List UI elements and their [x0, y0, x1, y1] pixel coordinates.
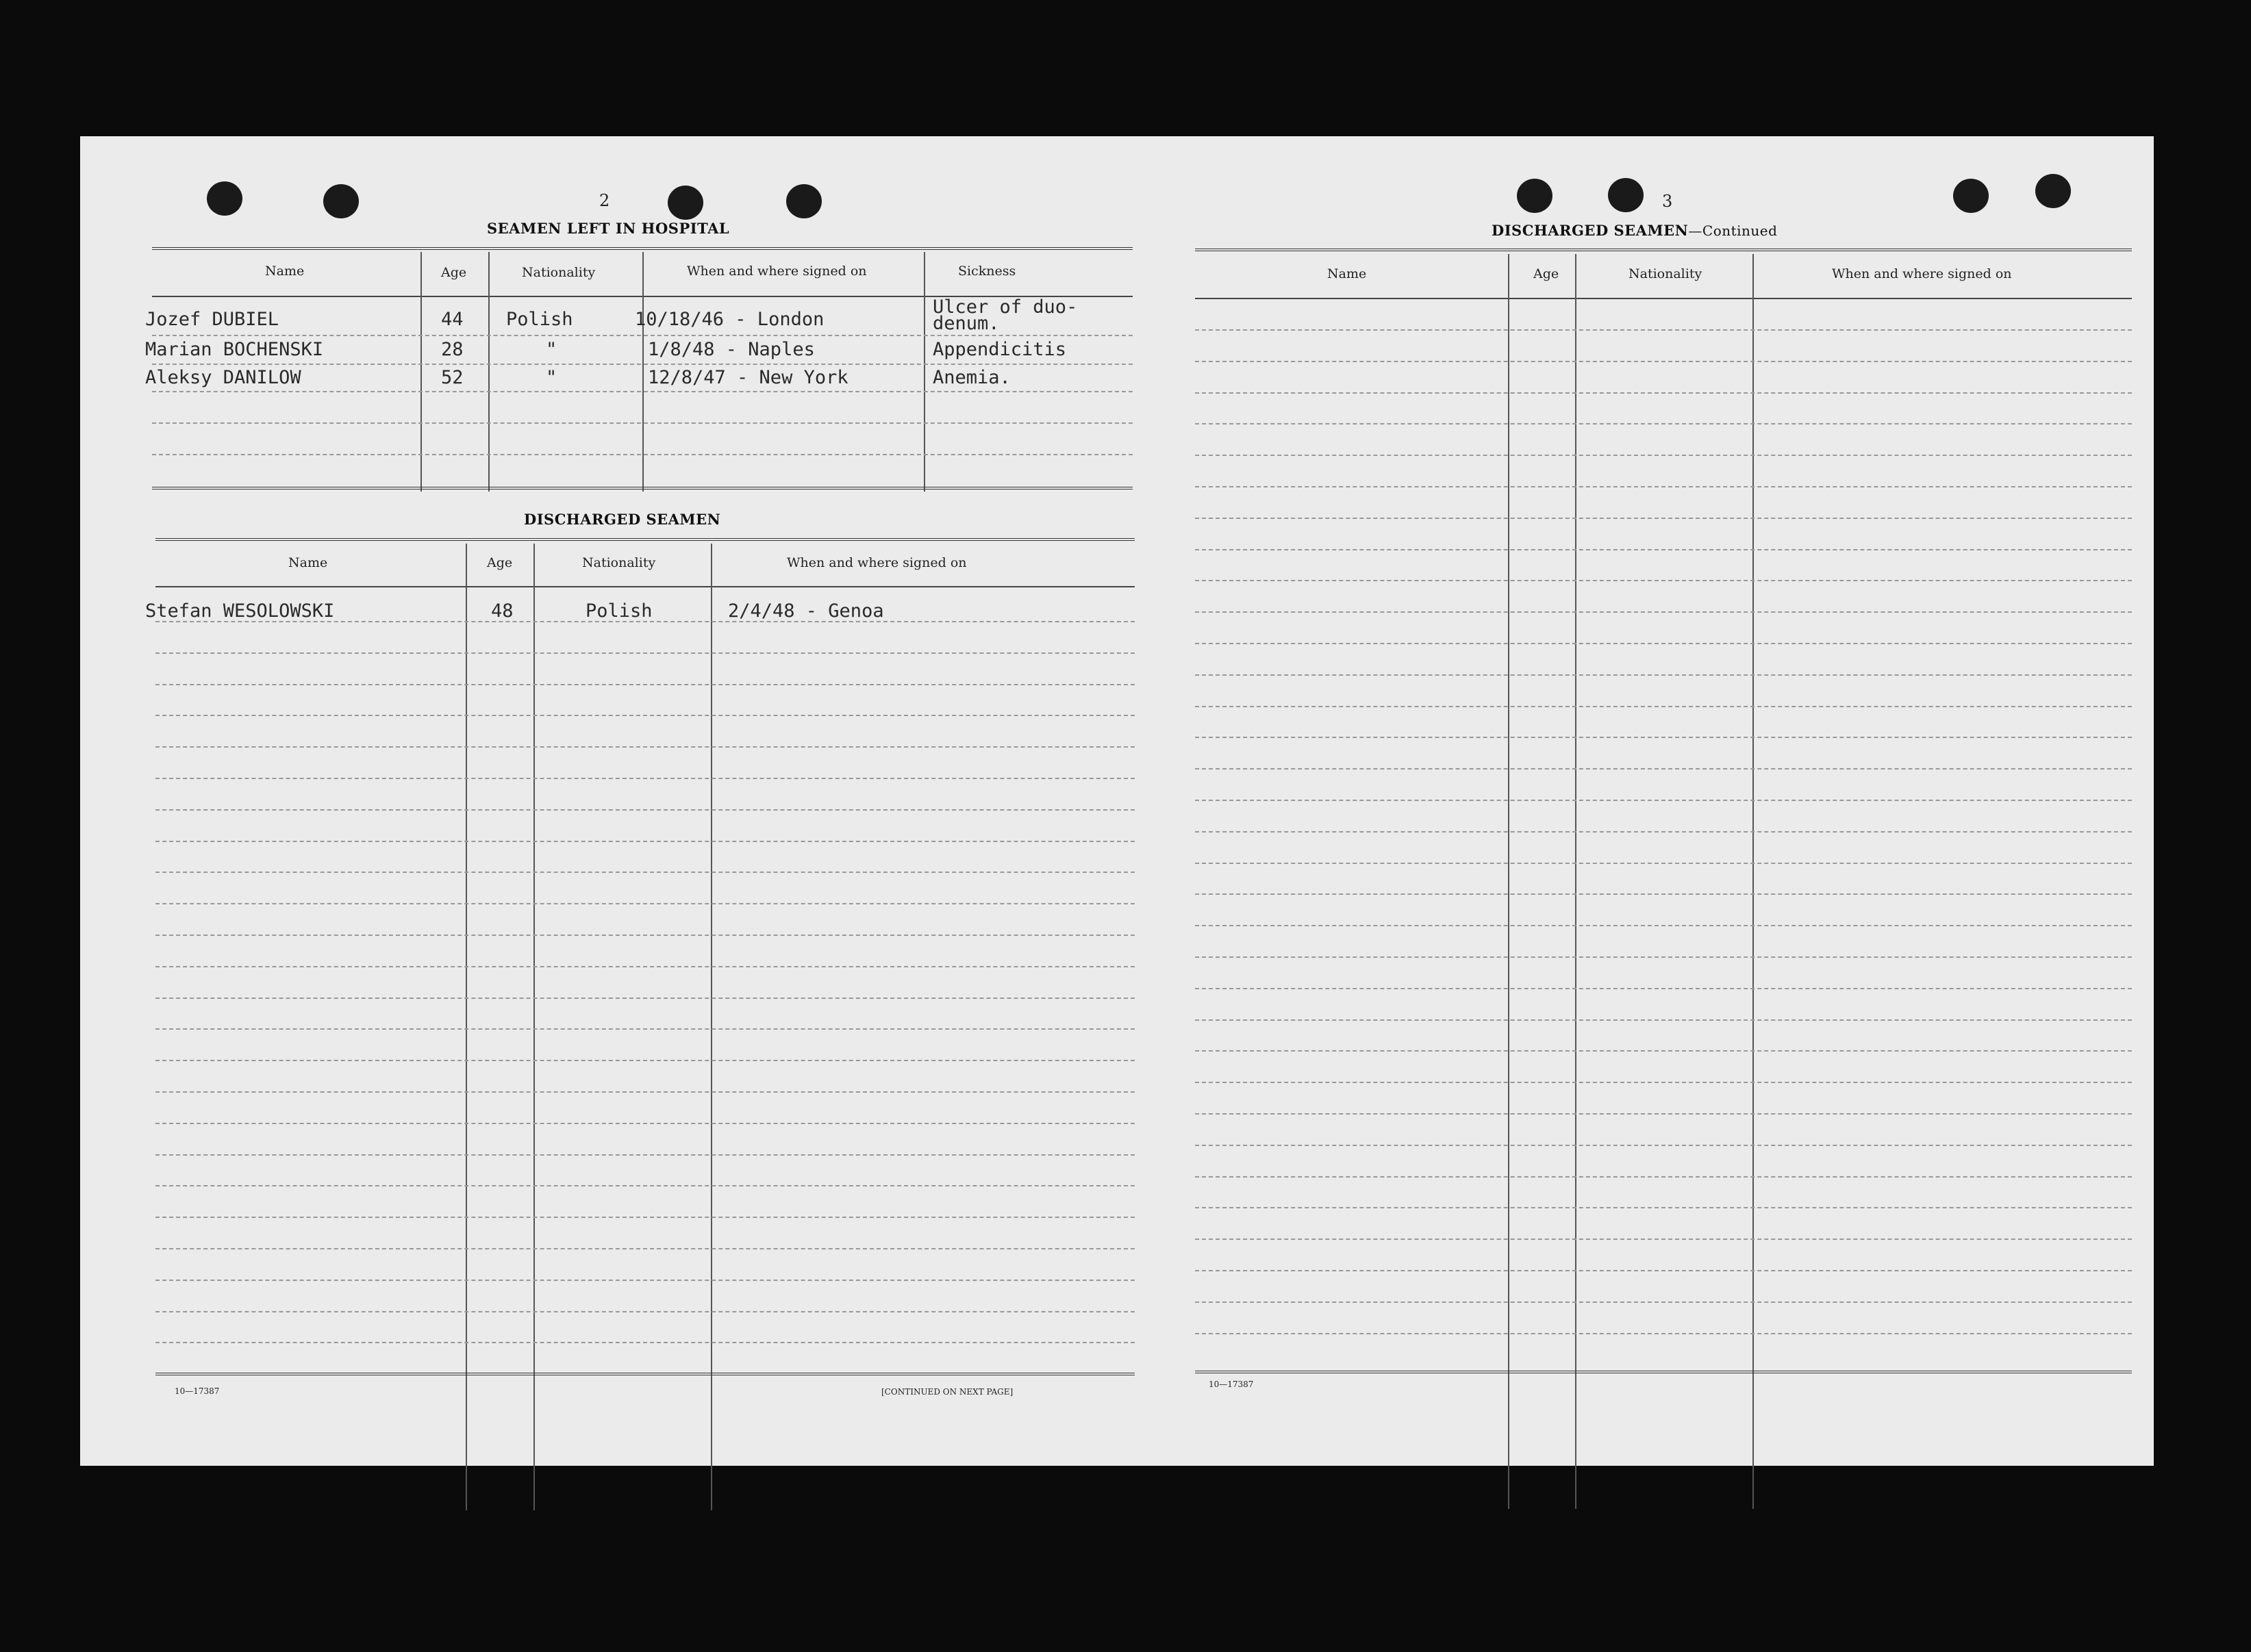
discharged-row-1-nationality: Polish: [586, 600, 653, 622]
row-rule: [1195, 1333, 2132, 1334]
column-divider: [711, 544, 712, 1510]
col-header-signed-on: When and where signed on: [1832, 266, 2012, 281]
table-rule: [1195, 249, 2132, 251]
column-divider: [642, 252, 644, 492]
table-rule: [1195, 298, 2132, 299]
row-rule: [155, 872, 1135, 873]
row-rule: [1195, 925, 2132, 926]
col-header-nationality: Nationality: [522, 265, 596, 280]
col-header-age: Age: [441, 265, 467, 280]
continued-note: [CONTINUED ON NEXT PAGE]: [881, 1387, 1014, 1397]
hospital-row-3-nationality: ": [546, 367, 557, 388]
row-rule: [1195, 518, 2132, 519]
row-rule: [152, 391, 1133, 392]
column-divider: [1752, 254, 1754, 1509]
page-number: 3: [1662, 192, 1673, 211]
row-rule: [1195, 956, 2132, 958]
row-rule: [155, 966, 1135, 967]
col-header-signed-on: When and where signed on: [787, 555, 967, 570]
right-page: [1117, 136, 2154, 1466]
row-rule: [1195, 423, 2132, 424]
hospital-row-1-sickness: Ulcer of duo-: [933, 296, 1078, 318]
hospital-row-2-name: Marian BOCHENSKI: [145, 339, 324, 360]
discharged-row-1-age: 48: [491, 600, 514, 622]
row-rule: [155, 1342, 1135, 1343]
hospital-row-2-nationality: ": [546, 339, 557, 360]
punch-hole: [786, 184, 822, 218]
hospital-row-3-sickness: Anemia.: [933, 367, 1011, 388]
column-divider: [1575, 254, 1576, 1509]
hospital-row-1-nationality: Polish: [506, 309, 573, 330]
hospital-row-2-sickness: Appendicitis: [933, 339, 1067, 360]
table-rule: [155, 586, 1135, 587]
row-rule: [1195, 392, 2132, 394]
hospital-row-2-age: 28: [441, 339, 464, 360]
row-rule: [155, 715, 1135, 716]
discharged-row-1-name: Stefan WESOLOWSKI: [145, 600, 335, 622]
punch-hole: [323, 184, 359, 218]
row-rule: [155, 684, 1135, 685]
row-rule: [152, 364, 1133, 365]
col-header-sickness: Sickness: [958, 264, 1016, 279]
row-rule: [1195, 643, 2132, 644]
row-rule: [1195, 768, 2132, 770]
row-rule: [155, 1280, 1135, 1281]
row-rule: [155, 1091, 1135, 1093]
row-rule: [1195, 611, 2132, 613]
row-rule: [155, 621, 1135, 622]
row-rule: [155, 1154, 1135, 1156]
row-rule: [1195, 1082, 2132, 1083]
row-rule: [152, 454, 1133, 455]
page-number: 2: [599, 191, 610, 210]
row-rule: [1195, 580, 2132, 581]
hospital-row-2-signed-on: 1/8/48 - Naples: [648, 339, 815, 360]
row-rule: [155, 652, 1135, 654]
row-rule: [155, 841, 1135, 842]
col-header-age: Age: [487, 555, 513, 570]
col-header-age: Age: [1533, 266, 1559, 281]
row-rule: [1195, 1238, 2132, 1240]
form-number: 10—17387: [1209, 1380, 1254, 1389]
form-number: 10—17387: [175, 1386, 220, 1396]
section-title: DISCHARGED SEAMEN—Continued: [1492, 222, 1778, 239]
row-rule: [1195, 1050, 2132, 1052]
column-divider: [488, 252, 490, 492]
row-rule: [155, 997, 1135, 999]
table-rule: [152, 247, 1133, 250]
row-rule: [1195, 1113, 2132, 1115]
row-rule: [155, 1060, 1135, 1061]
hospital-row-3-signed-on: 12/8/47 - New York: [648, 367, 848, 388]
row-rule: [1195, 361, 2132, 362]
row-rule: [1195, 1176, 2132, 1178]
punch-hole: [2035, 174, 2071, 208]
col-header-nationality: Nationality: [1628, 266, 1702, 281]
punch-hole: [1953, 179, 1989, 213]
row-rule: [155, 1217, 1135, 1218]
row-rule: [155, 1123, 1135, 1124]
row-rule: [155, 1248, 1135, 1249]
col-header-name: Name: [265, 264, 305, 279]
column-divider: [1508, 254, 1509, 1509]
table-rule: [155, 538, 1135, 541]
row-rule: [1195, 863, 2132, 864]
punch-hole: [1608, 178, 1644, 212]
hospital-row-1-sickness-cont: denum.: [933, 313, 1000, 334]
table-rule: [152, 487, 1133, 490]
row-rule: [1195, 329, 2132, 331]
row-rule: [1195, 893, 2132, 895]
hospital-row-1-signed-on: 10/18/46 - London: [635, 309, 825, 330]
row-rule: [155, 746, 1135, 748]
column-divider: [420, 252, 422, 492]
row-rule: [152, 335, 1133, 336]
row-rule: [1195, 549, 2132, 550]
row-rule: [155, 778, 1135, 779]
row-rule: [1195, 800, 2132, 801]
row-rule: [155, 809, 1135, 811]
row-rule: [1195, 988, 2132, 989]
discharged-section-title: DISCHARGED SEAMEN: [524, 511, 721, 528]
row-rule: [152, 422, 1133, 424]
left-page: [80, 136, 1117, 1466]
hospital-row-1-name: Jozef DUBIEL: [145, 309, 279, 330]
row-rule: [155, 1028, 1135, 1030]
row-rule: [1195, 831, 2132, 833]
table-rule: [1195, 1371, 2132, 1373]
row-rule: [1195, 1207, 2132, 1208]
col-header-signed-on: When and where signed on: [687, 264, 867, 279]
row-rule: [1195, 1301, 2132, 1303]
row-rule: [1195, 1270, 2132, 1271]
discharged-row-1-signed-on: 2/4/48 - Genoa: [728, 600, 884, 622]
hospital-row-3-age: 52: [441, 367, 464, 388]
col-header-name: Name: [288, 555, 328, 570]
row-rule: [155, 903, 1135, 904]
column-divider: [533, 544, 535, 1510]
row-rule: [1195, 1019, 2132, 1021]
row-rule: [155, 935, 1135, 936]
table-rule: [155, 1373, 1135, 1375]
column-divider: [466, 544, 467, 1510]
row-rule: [155, 1311, 1135, 1312]
punch-hole: [668, 186, 703, 220]
punch-hole: [1517, 179, 1552, 213]
row-rule: [1195, 1145, 2132, 1146]
punch-hole: [207, 181, 242, 216]
col-header-nationality: Nationality: [582, 555, 656, 570]
col-header-name: Name: [1327, 266, 1367, 281]
document-sheet: [80, 136, 2154, 1466]
row-rule: [155, 1185, 1135, 1186]
column-divider: [924, 252, 925, 492]
row-rule: [1195, 674, 2132, 676]
row-rule: [1195, 706, 2132, 707]
row-rule: [1195, 486, 2132, 487]
hospital-section-title: SEAMEN LEFT IN HOSPITAL: [487, 220, 730, 237]
hospital-row-3-name: Aleksy DANILOW: [145, 367, 301, 388]
row-rule: [1195, 737, 2132, 738]
hospital-row-1-age: 44: [441, 309, 464, 330]
row-rule: [1195, 455, 2132, 456]
